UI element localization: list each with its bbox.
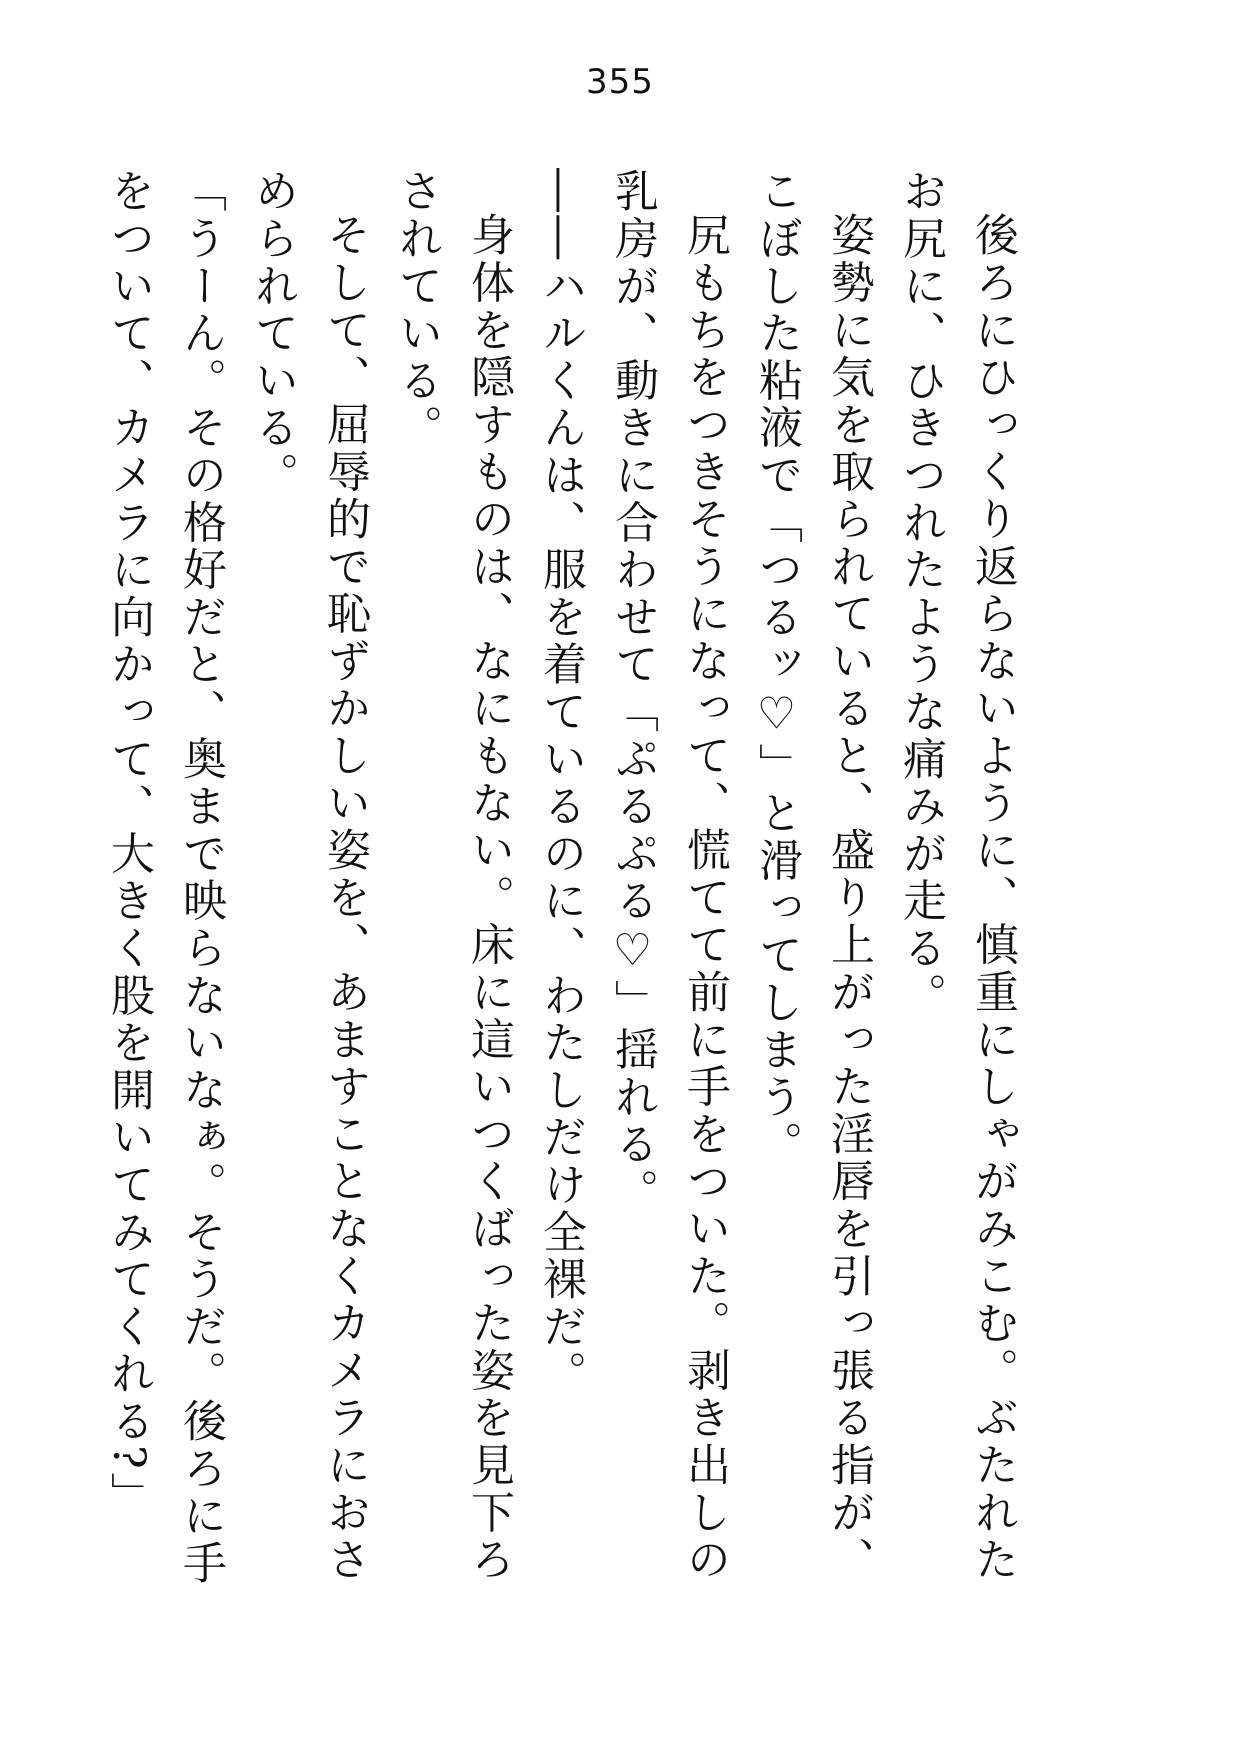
body-text: [103, 168, 1028, 1588]
dialogue-paragraph: 「うーん。その格好だと、奥まで映らないなぁ。そうだ。後ろに手をついて、カメラに向かって、大きく股を開いてみてくれる?」: [103, 168, 226, 1587]
paragraph: 姿勢に気を取られていると、盛り上がった淫唇を引っ張る指が、こぼした粘液で「つるッ♡」と滑ってしまう。: [751, 168, 874, 1584]
paragraph: 尻もちをつきそうになって、慌てて前に手をついた。剥き出しの乳房が、動きに合わせて「ぷるぷる♡」揺れる。: [607, 168, 730, 1584]
paragraph: 身体を隠すものは、なにもない。床に這いつくばった姿を見下ろされている。: [391, 168, 514, 1584]
paragraph: そして、屈辱的で恥ずかしい姿を、あますことなくカメラにおさめられている。: [247, 168, 370, 1584]
paragraph: 後ろにひっくり返らないように、慎重にしゃがみこむ。ぶたれたお尻に、ひきつれたような痛みが走る。: [895, 168, 1018, 1584]
paragraph: ――ハルくんは、服を着ているのに、わたしだけ全裸だ。: [535, 168, 586, 1398]
page-number: 355: [586, 62, 654, 102]
